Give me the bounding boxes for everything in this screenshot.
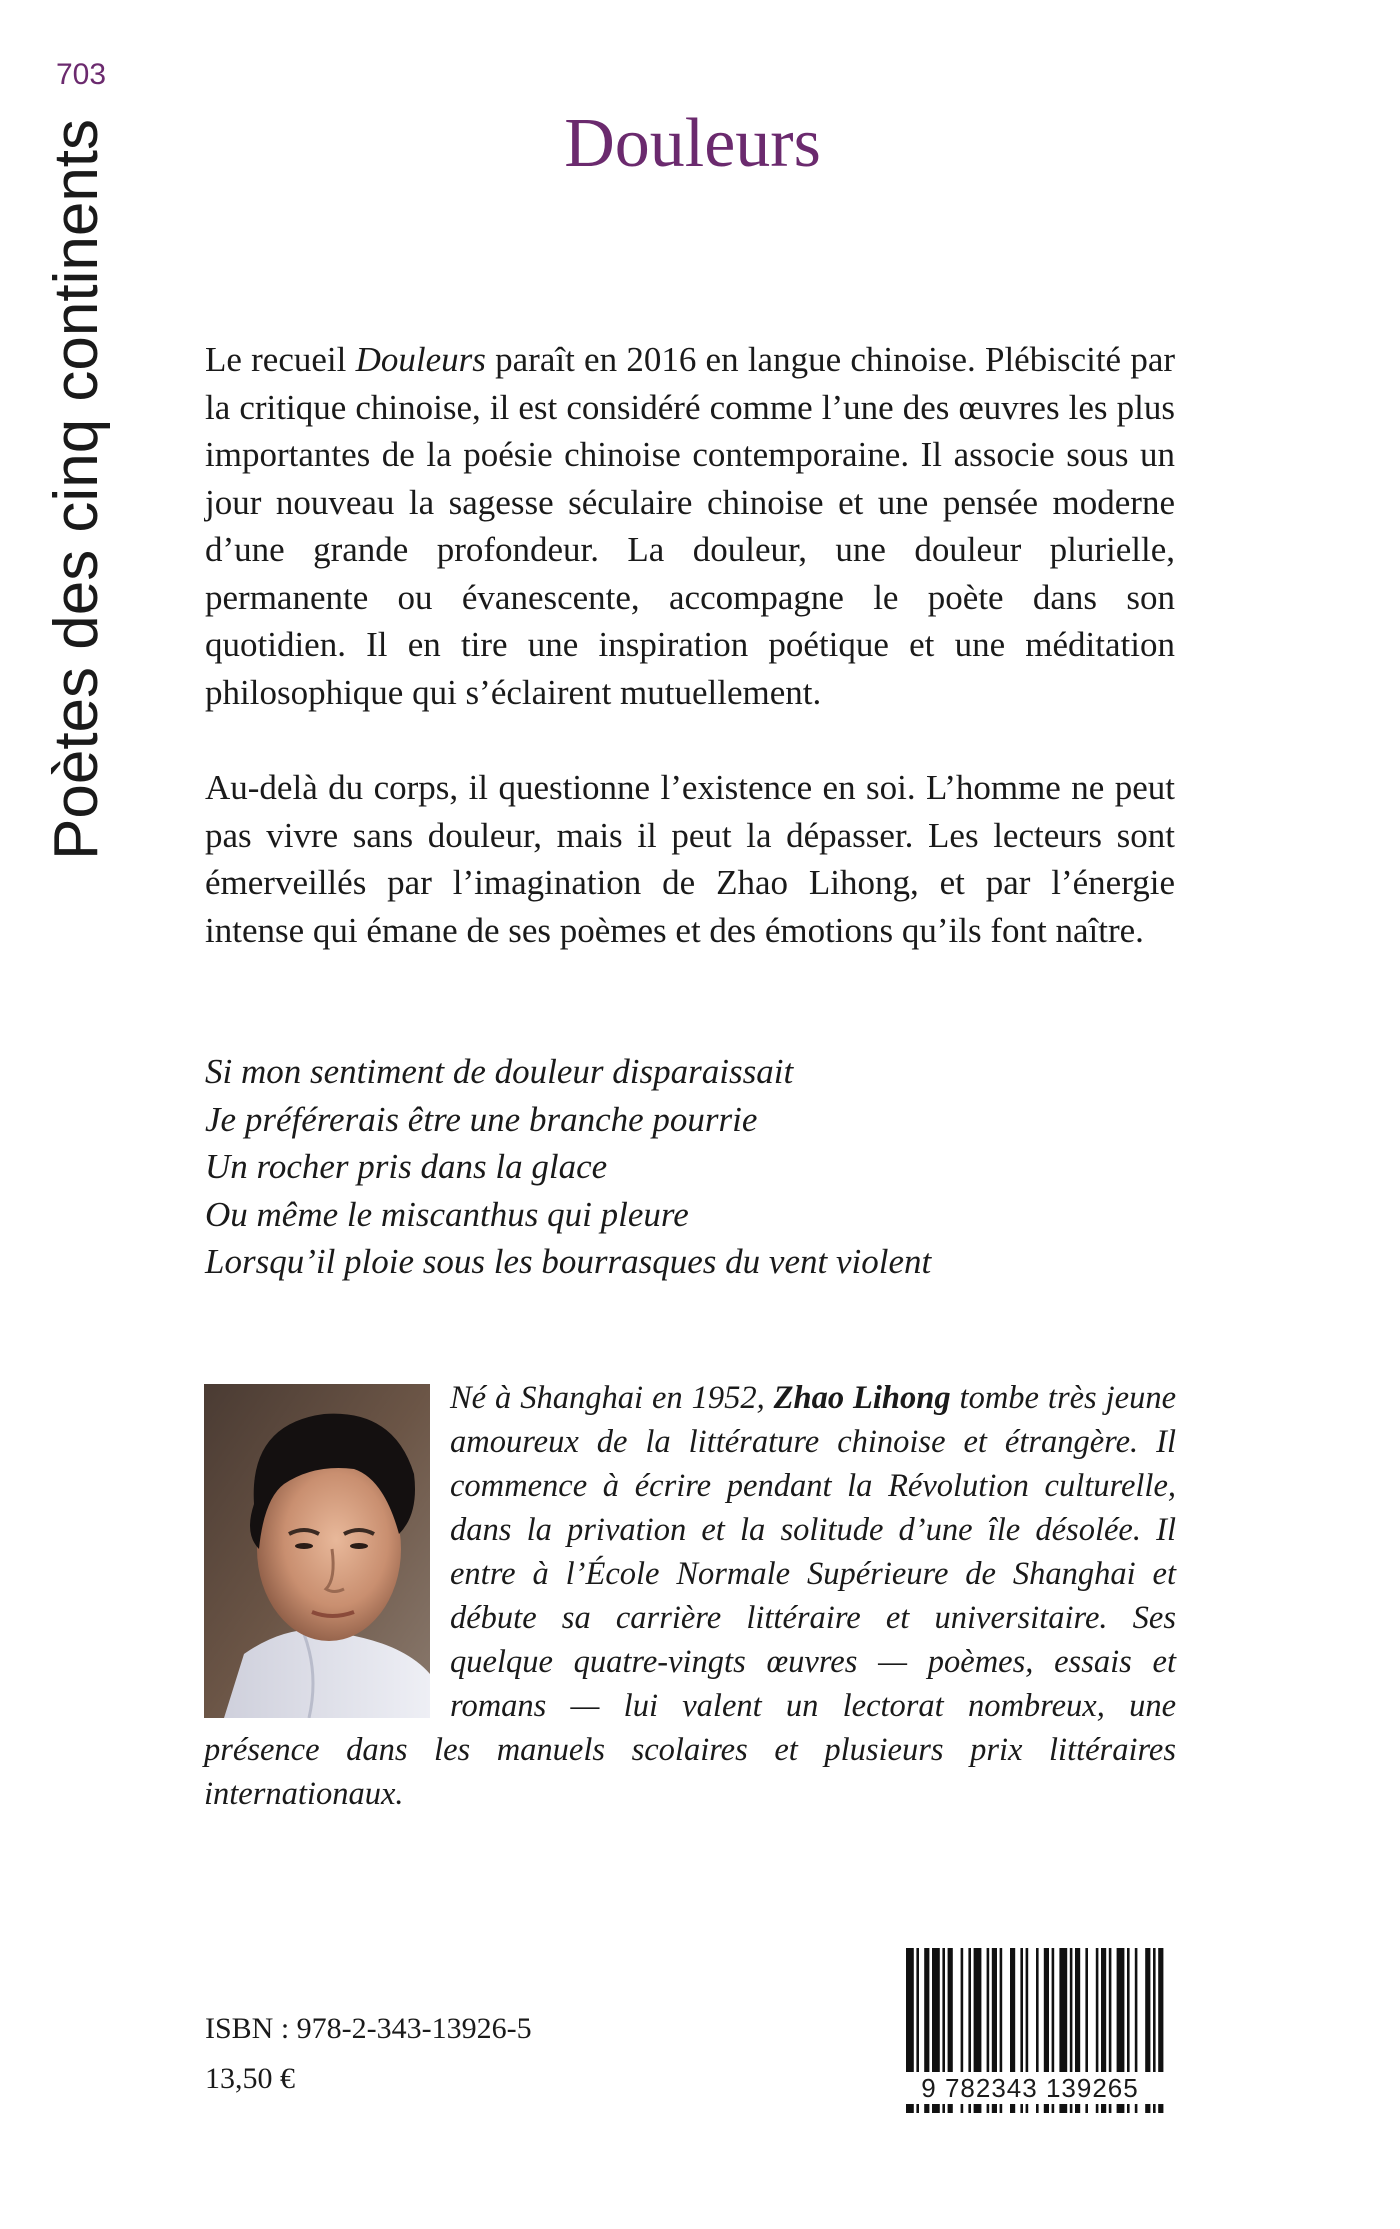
barcode-digits: 9 782343 139265: [880, 2072, 1180, 2104]
p1-book-title: Douleurs: [355, 340, 486, 379]
bio-prefix: Né à Shanghai en 1952,: [450, 1380, 774, 1416]
price: 13,50 €: [205, 2062, 295, 2095]
isbn: ISBN : 978-2-343-13926-5: [205, 2012, 532, 2045]
poem-line: Ou même le miscanthus qui pleure: [205, 1194, 689, 1234]
series-number: 703: [56, 58, 107, 91]
poem-line: Un rocher pris dans la glace: [205, 1147, 608, 1186]
author-bio: [204, 1376, 1176, 1816]
description-paragraph-1: [205, 336, 1175, 716]
poem-excerpt: [205, 1048, 1175, 1286]
portrait-spacer: [204, 1376, 450, 1728]
poem-line: Je préférerais être une branche pourrie: [205, 1099, 758, 1139]
description-paragraph-2: [205, 764, 1175, 954]
p2-text: Au-delà du corps, il questionne l’existence en soi. L’homme ne peut pas vivre sans douleur, mais il peut la dépasser. Les lecteurs sont émerveillés par l’imagination de Zhao Lihong, et par l’énergie intense qui émane de ses poèmes et des émotions qu’ils font naître.: [205, 768, 1175, 950]
series-spine-label: [42, 118, 112, 860]
poem-line: Lorsqu’il ploie sous les bourrasques du vent violent: [205, 1242, 932, 1281]
poem-line: Si mon sentiment de douleur disparaissait: [205, 1052, 794, 1091]
bio-rest: tombe très jeune amoureux de la littérature chinoise et étrangère. Il commence à écrire pendant la Révolution culturelle, dans la privation et la solitude d’une île désolée. Il entre à l’École Normale Supérieure de Shanghai et débute sa carrière littéraire et universitaire. Ses quelque quatre-vingts œuvres — poèmes, essais et romans — lui valent un lectorat nombreux, une présence dans les manuels scolaires et plusieurs prix littéraires internationaux.: [204, 1380, 1176, 1812]
p1-rest: paraît en 2016 en langue chinoise. Plébiscité par la critique chinoise, il est considéré comme l’une des œuvres les plus importantes de la poésie chinoise contemporaine. Il associe sous un jour nouveau la sagesse séculaire chinoise et une pensée moderne d’une grande profondeur. La douleur, une douleur plurielle, permanente ou évanescente, accompagne le poète dans son quotidien. Il en tire une inspiration poétique et une méditation philosophique qui s’éclairent mutuellement.: [205, 340, 1176, 712]
author-name: Zhao Lihong: [773, 1380, 951, 1416]
series-name: Poètes des cinq continents: [42, 118, 111, 860]
book-title: Douleurs: [564, 105, 821, 182]
p1-prefix: Le recueil: [205, 340, 356, 379]
